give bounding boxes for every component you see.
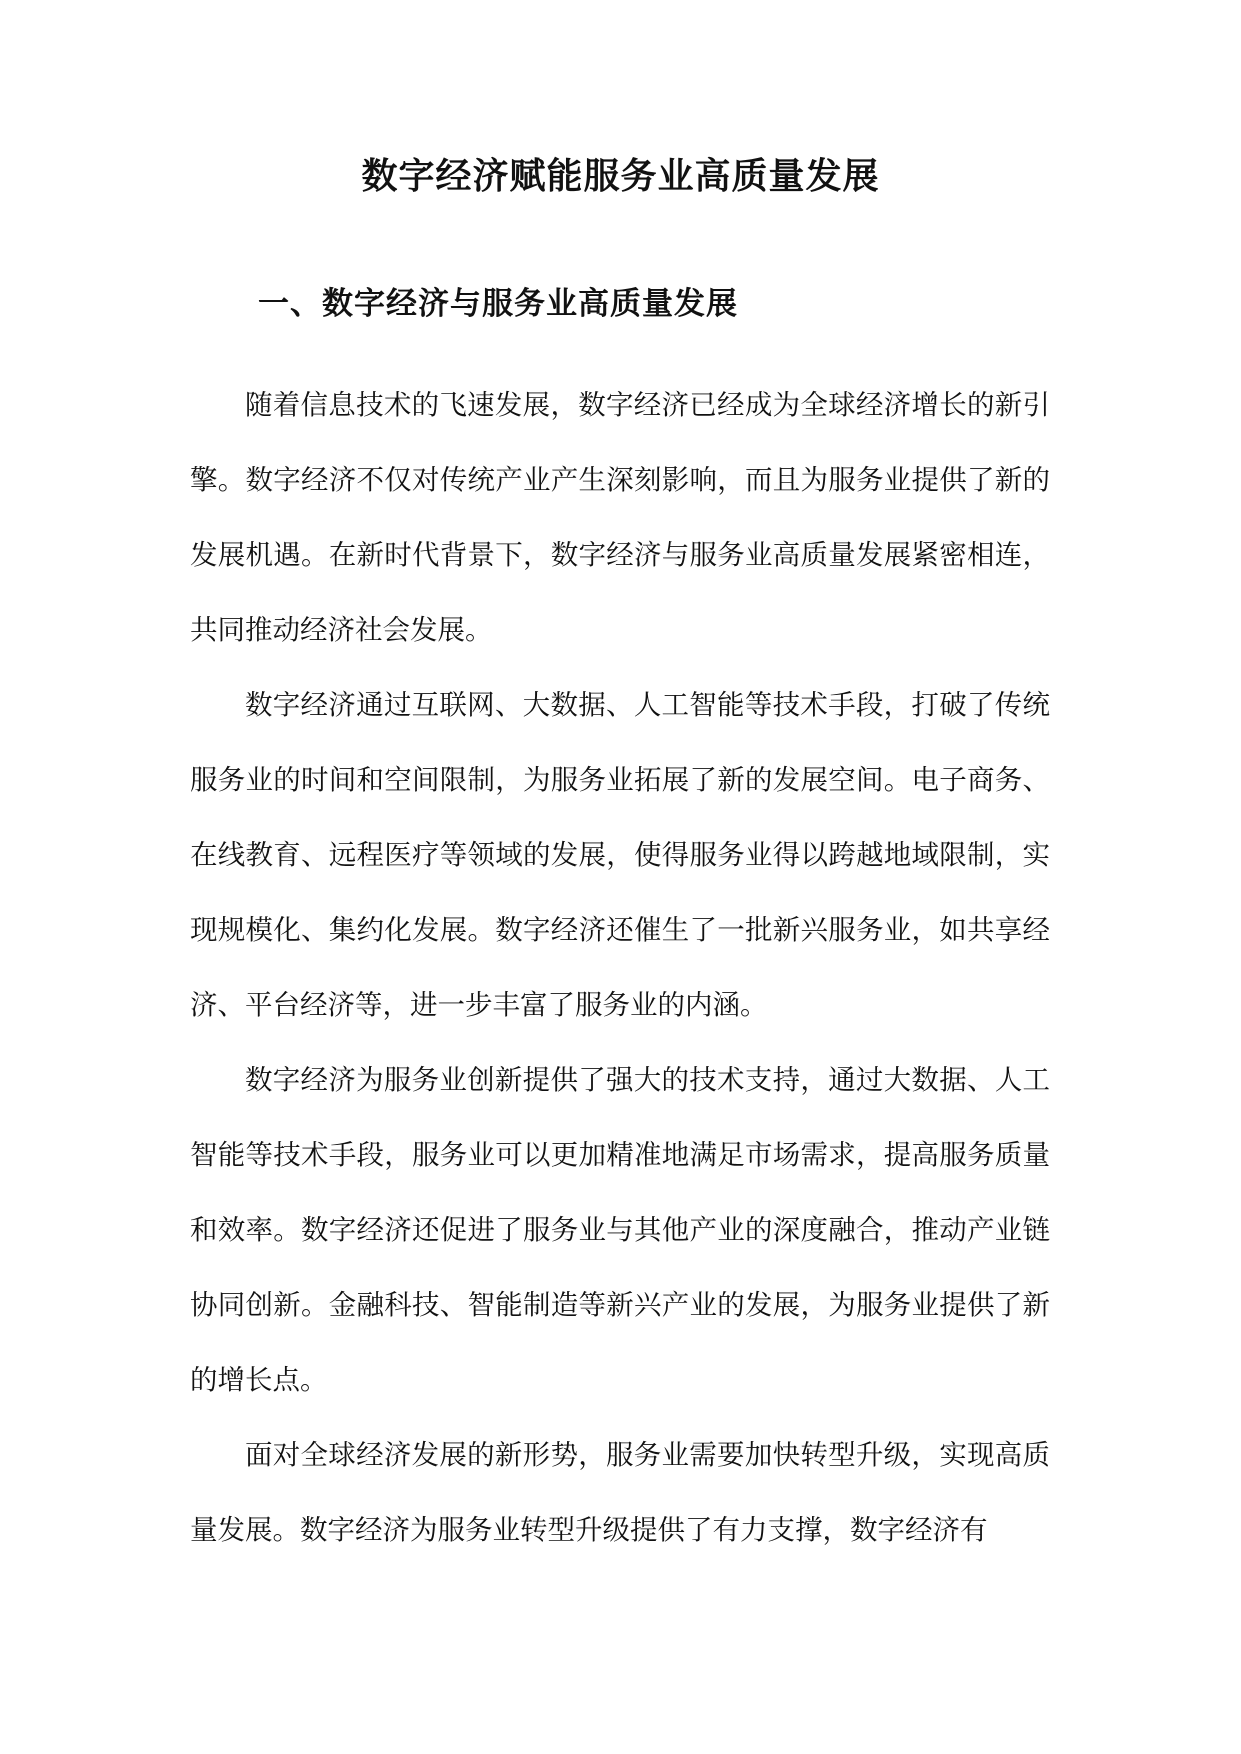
body-paragraph-3: 数字经济为服务业创新提供了强大的技术支持，通过大数据、人工智能等技术手段，服务业可以更加精准地满足市场需求，提高服务质量和效率。数字经济还促进了服务业与其他产业的深度融合，推动产业链协同创新。金融科技、智能制造等新兴产业的发展，为服务业提供了新的增长点。 <box>190 1064 1050 1396</box>
section-heading: 一、数字经济与服务业高质量发展 <box>258 286 738 322</box>
document-title: 数字经济赋能服务业高质量发展 <box>361 155 880 197</box>
body-paragraph-2: 数字经济通过互联网、大数据、人工智能等技术手段，打破了传统服务业的时间和空间限制，为服务业拓展了新的发展空间。电子商务、在线教育、远程医疗等领域的发展，使得服务业得以跨越地域限制，实现规模化、集约化发展。数字经济还催生了一批新兴服务业，如共享经济、平台经济等，进一步丰富了服务业的内涵。 <box>190 689 1050 1021</box>
body-paragraph-4: 面对全球经济发展的新形势，服务业需要加快转型升级，实现高质量发展。数字经济为服务业转型升级提供了有力支撑，数字经济有 <box>190 1439 1050 1546</box>
body-paragraph-1: 随着信息技术的飞速发展，数字经济已经成为全球经济增长的新引擎。数字经济不仅对传统产业产生深刻影响，而且为服务业提供了新的发展机遇。在新时代背景下，数字经济与服务业高质量发展紧密相连，共同推动经济社会发展。 <box>190 389 1050 646</box>
